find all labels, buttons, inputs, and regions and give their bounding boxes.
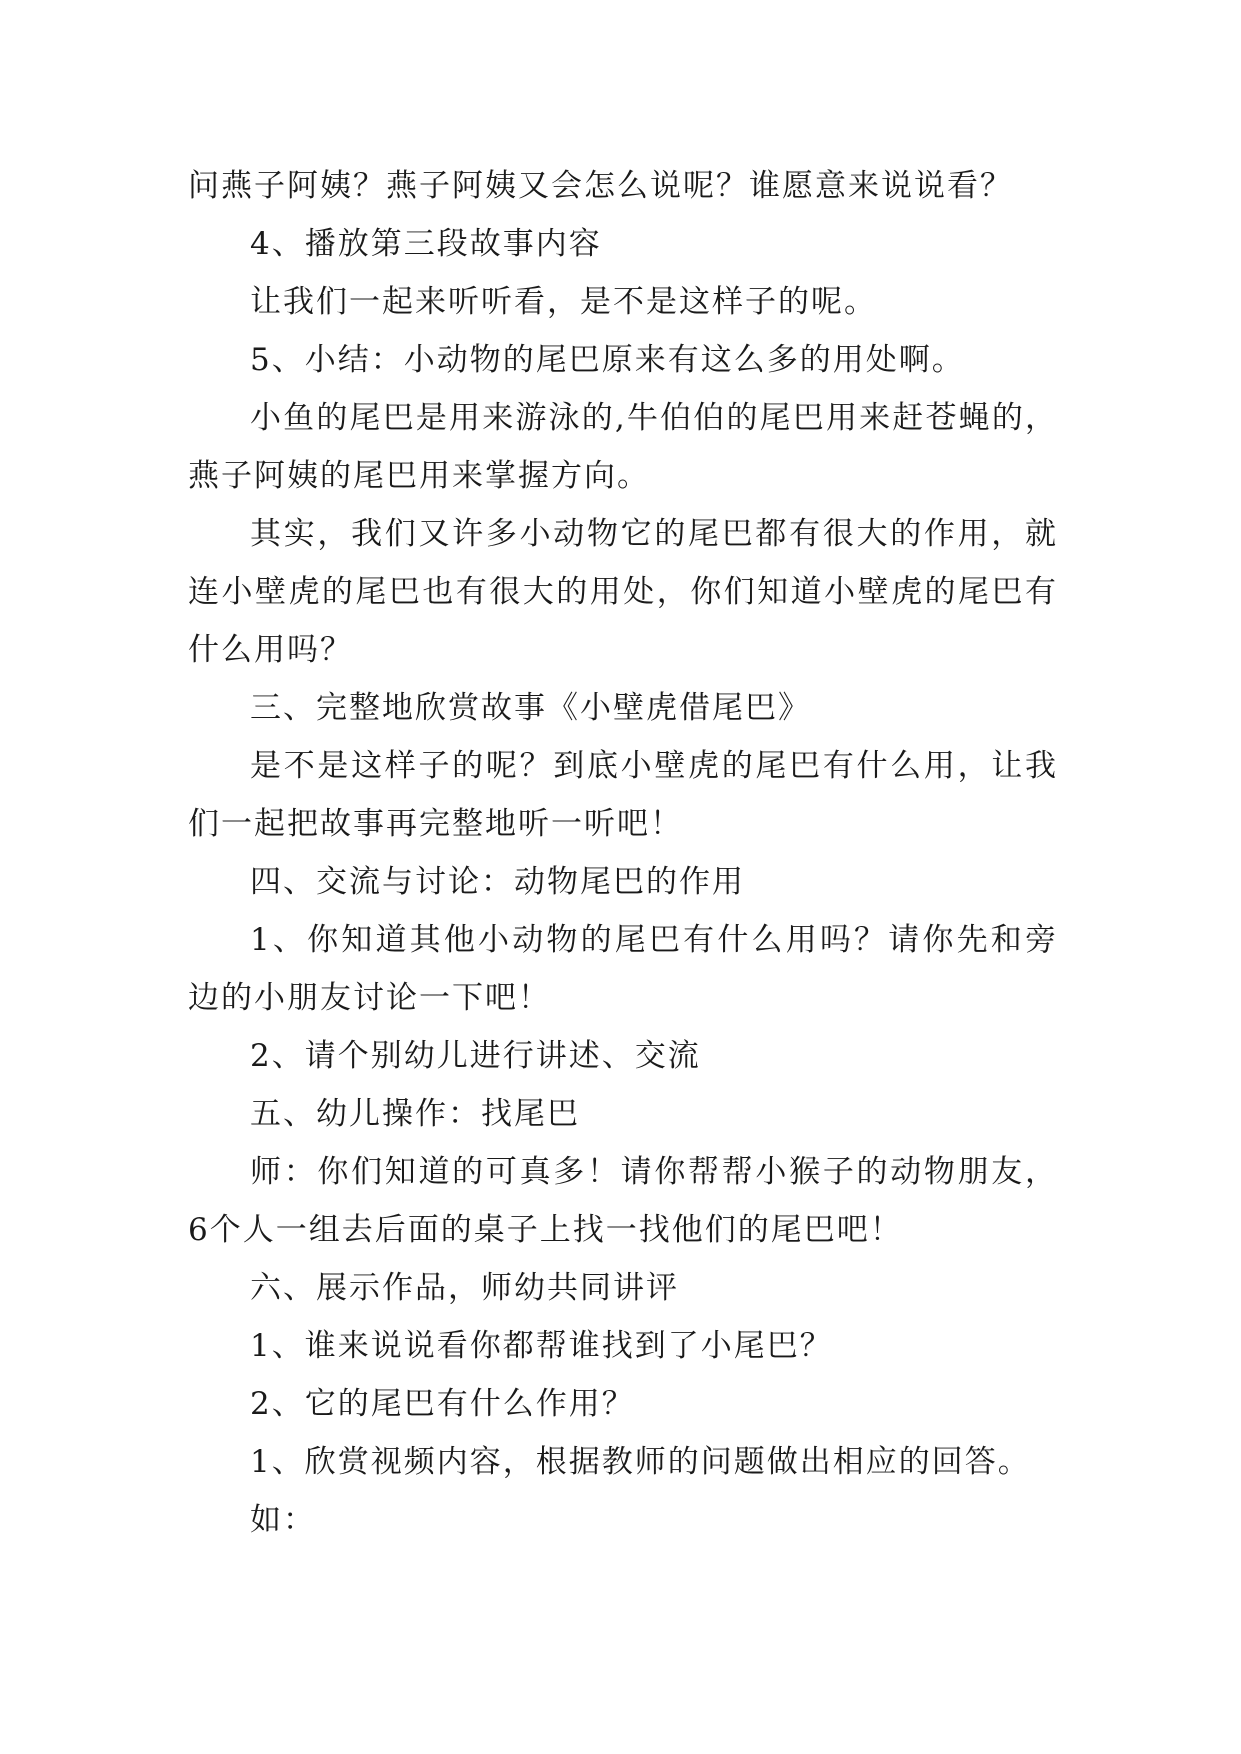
paragraph-6: 其实，我们又许多小动物它的尾巴都有很大的作用，就连小壁虎的尾巴也有很大的用处，你们知道小壁虎的尾巴有什么用吗？ [188,516,1058,668]
paragraph-13: 师：你们知道的可真多！请你帮帮小猴子的动物朋友，6个人一组去后面的桌子上找一找他们的尾巴吧！ [188,1154,1058,1248]
section-heading-5: 五、幼儿操作：找尾巴 [250,1096,580,1132]
paragraph-18: 如： [250,1502,316,1538]
paragraph-8: 是不是这样子的呢？到底小壁虎的尾巴有什么用，让我们一起把故事再完整地听一听吧！ [188,748,1058,842]
paragraph-10: 1、你知道其他小动物的尾巴有什么用吗？请你先和旁边的小朋友讨论一下吧！ [188,922,1058,1016]
paragraph-5: 小鱼的尾巴是用来游泳的,牛伯伯的尾巴用来赶苍蝇的，燕子阿姨的尾巴用来掌握方向。 [188,400,1058,494]
document-body [188,157,1058,1549]
section-heading-4: 四、交流与讨论：动物尾巴的作用 [250,864,745,900]
paragraph-4: 5、小结：小动物的尾巴原来有这么多的用处啊。 [250,342,965,378]
paragraph-3: 让我们一起来听听看，是不是这样子的呢。 [250,284,877,320]
paragraph-15: 1、谁来说说看你都帮谁找到了小尾巴？ [250,1328,833,1364]
paragraph-2: 4、播放第三段故事内容 [250,226,602,262]
paragraph-17: 1、欣赏视频内容，根据教师的问题做出相应的回答。 [250,1444,1031,1480]
paragraph-16: 2、它的尾巴有什么作用？ [250,1386,635,1422]
section-heading-3: 三、完整地欣赏故事《小壁虎借尾巴》 [250,690,811,726]
paragraph-11: 2、请个别幼儿进行讲述、交流 [250,1038,701,1074]
section-heading-6: 六、展示作品，师幼共同讲评 [250,1270,679,1306]
paragraph-1: 问燕子阿姨？燕子阿姨又会怎么说呢？谁愿意来说说看？ [188,168,1013,204]
